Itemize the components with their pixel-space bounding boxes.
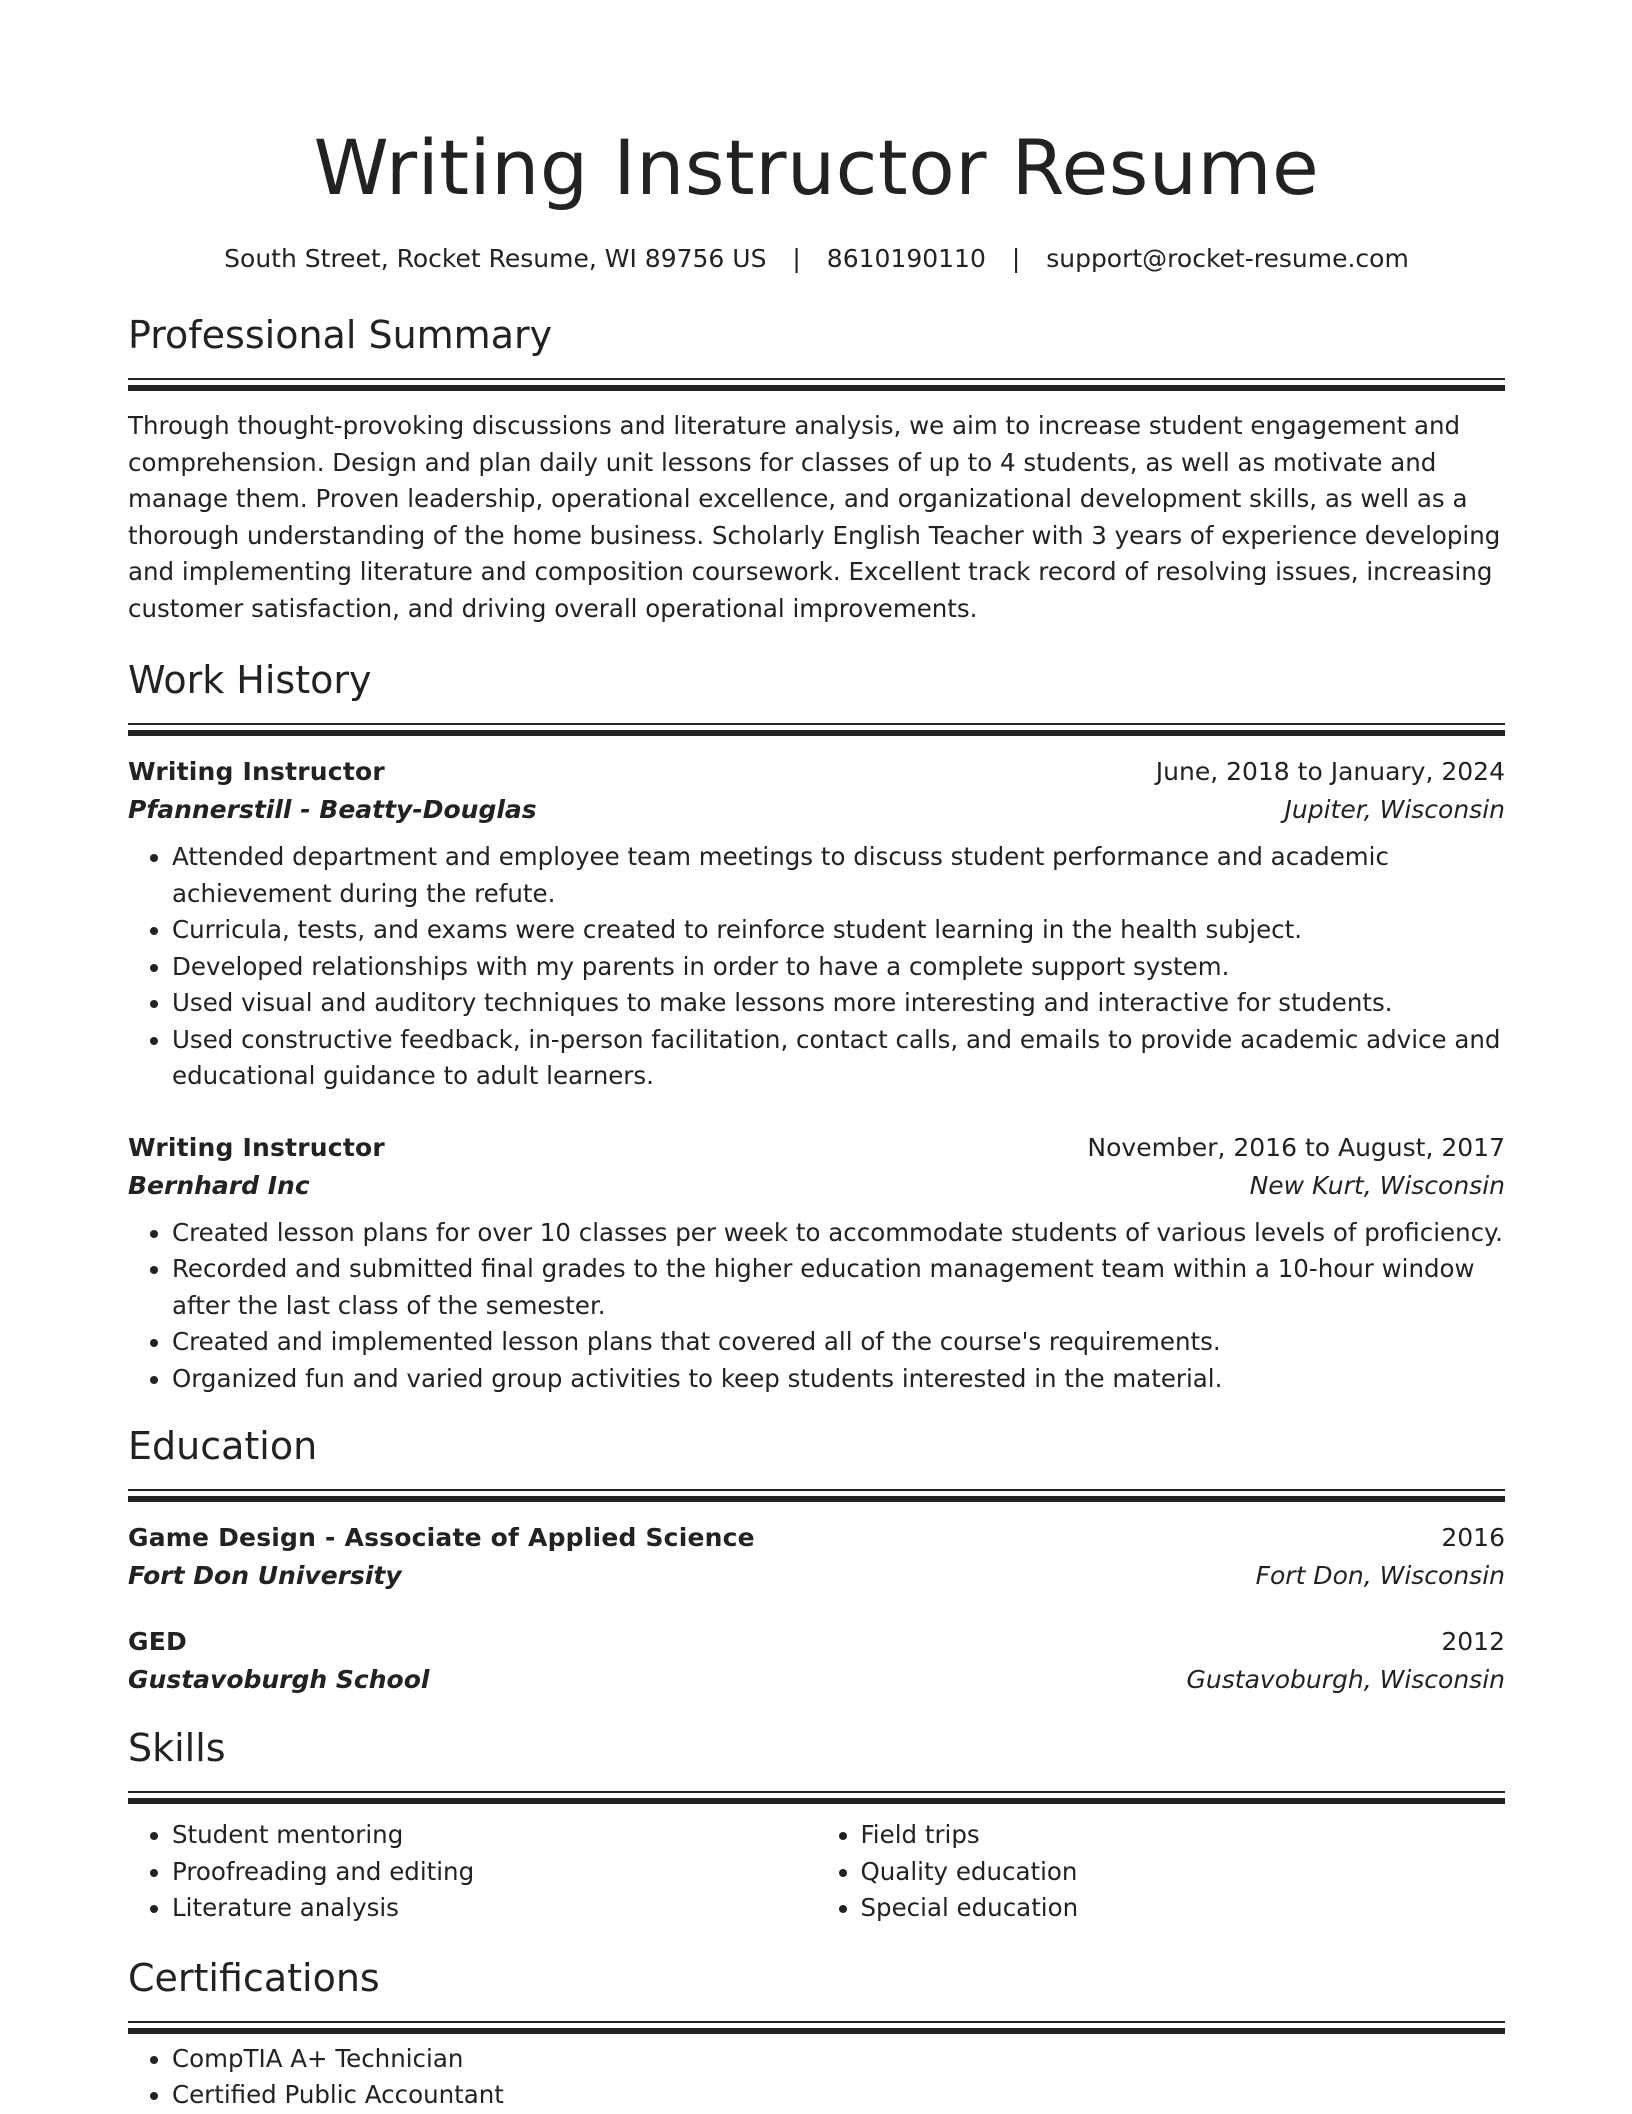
job-entry <box>128 753 1505 1095</box>
skill-item: • Special education <box>861 1890 1506 1927</box>
job-duties <box>128 839 1505 1095</box>
education-section <box>128 1421 1505 1699</box>
education-degree: Game Design - Associate of Applied Science <box>128 1523 755 1552</box>
summary-text: Through thought-provoking discussions and literature analysis, we aim to increase student engagement and comprehension. Design and plan daily unit lessons for classes of up to 4 students, as well as motivate and manage them. Proven leadership, operational excellence, and organizational development skills, as well as a thorough understanding of the home business. Scholarly English Teacher with 3 years of experience developing and implementing literature and composition coursework. Excellent track record of resolving issues, increasing customer satisfaction, and driving overall operational improvements. <box>128 411 1501 623</box>
contact-separator: | <box>1011 244 1021 273</box>
job-location: New Kurt, Wisconsin <box>1249 1170 1505 1200</box>
education-school-row <box>128 1661 1505 1699</box>
list-item: • Recorded and submitted final grades to the higher education management team within a 10-hour window after the last class of the semester. <box>172 1251 1505 1324</box>
skill-item: • Field trips <box>861 1817 1506 1854</box>
job-header-row <box>128 1129 1505 1167</box>
education-header-row <box>128 1623 1505 1661</box>
list-item: • Developed relationships with my parents in order to have a complete support system. <box>172 949 1505 986</box>
certification-item: • Certified Public Accountant <box>172 2077 1505 2114</box>
contact-separator: | <box>792 244 801 273</box>
job-entry <box>128 1129 1505 1398</box>
education-entry <box>128 1623 1505 1699</box>
list-item: • Created and implemented lesson plans that covered all of the course's requirements. <box>172 1324 1505 1361</box>
job-company: Pfannerstill - Beatty-Douglas <box>128 795 537 824</box>
education-school-row <box>128 1557 1505 1595</box>
education-school: Gustavoburgh School <box>128 1665 430 1694</box>
list-item: • Used constructive feedback, in-person facilitation, contact calls, and emails to provide academic advice and educational guidance to adult learners. <box>172 1022 1505 1095</box>
job-duties <box>128 1215 1505 1398</box>
summary-section <box>128 310 1505 627</box>
education-location: Gustavoburgh, Wisconsin <box>1186 1665 1505 1694</box>
certifications-list <box>128 2041 1505 2114</box>
contact-line <box>128 242 1505 276</box>
education-header-row <box>128 1519 1505 1557</box>
skill-item: • Student mentoring <box>172 1817 817 1854</box>
section-divider <box>128 1489 1505 1499</box>
section-heading: Work History <box>128 658 372 702</box>
section-divider <box>128 1791 1505 1801</box>
education-year: 2016 <box>1441 1523 1505 1552</box>
job-header-row <box>128 753 1505 791</box>
skill-item: • Proofreading and editing <box>172 1854 817 1891</box>
education-year: 2012 <box>1441 1627 1505 1656</box>
section-heading: Education <box>128 1424 318 1468</box>
skills-column <box>128 1817 817 1927</box>
job-company: Bernhard Inc <box>128 1170 310 1200</box>
education-location: Fort Don, Wisconsin <box>1255 1561 1505 1590</box>
job-title: Writing Instructor <box>128 1132 385 1162</box>
skills-grid <box>128 1817 1505 1927</box>
job-dates: June, 2018 to January, 2024 <box>1155 757 1505 786</box>
education-degree: GED <box>128 1627 187 1656</box>
job-dates: November, 2016 to August, 2017 <box>1087 1132 1505 1162</box>
list-item: • Organized fun and varied group activities to keep students interested in the material. <box>172 1361 1505 1398</box>
list-item: • Attended department and employee team meetings to discuss student performance and academic achievement during the refute. <box>172 839 1505 912</box>
list-item: • Created lesson plans for over 10 classes per week to accommodate students of various levels of proficiency. <box>172 1215 1505 1252</box>
skills-column <box>817 1817 1506 1927</box>
contact-email: support@rocket-resume.com <box>1046 244 1409 273</box>
section-heading: Professional Summary <box>128 313 553 357</box>
certification-item: • CompTIA A+ Technician <box>172 2041 1505 2078</box>
section-divider <box>128 378 1505 388</box>
section-divider <box>128 723 1505 733</box>
skill-item: • Quality education <box>861 1854 1506 1891</box>
contact-phone: 8610190110 <box>826 244 986 273</box>
education-entry <box>128 1519 1505 1595</box>
list-item: • Curricula, tests, and exams were created to reinforce student learning in the health subject. <box>172 912 1505 949</box>
list-item: • Used visual and auditory techniques to make lessons more interesting and interactive for students. <box>172 985 1505 1022</box>
skills-section <box>128 1723 1505 1927</box>
job-company-row <box>128 791 1505 829</box>
skill-item: • Literature analysis <box>172 1890 817 1927</box>
page-title: Writing Instructor Resume <box>313 123 1320 212</box>
section-heading: Certifications <box>128 1955 380 2000</box>
section-heading: Skills <box>128 1726 226 1770</box>
work-history-section <box>128 655 1505 1397</box>
job-company-row <box>128 1167 1505 1205</box>
education-school: Fort Don University <box>128 1561 402 1590</box>
job-title: Writing Instructor <box>128 757 385 786</box>
contact-address: South Street, Rocket Resume, WI 89756 US <box>224 244 767 273</box>
certifications-section <box>128 1953 1505 2114</box>
section-divider <box>128 2021 1505 2031</box>
job-location: Jupiter, Wisconsin <box>1284 795 1505 824</box>
